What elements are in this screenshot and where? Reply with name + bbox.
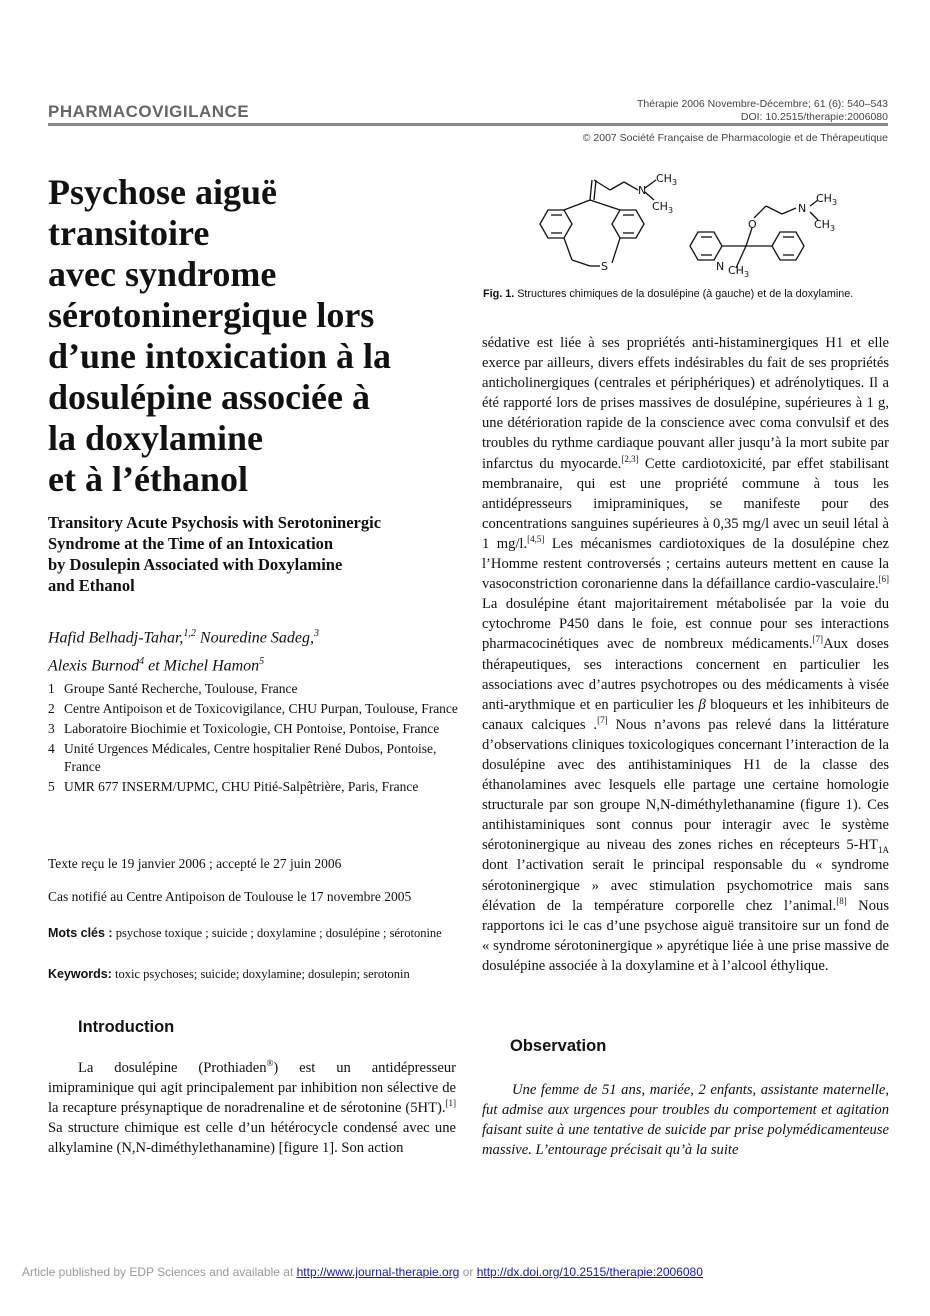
figure-label: Fig. 1. bbox=[483, 288, 515, 300]
header-rule bbox=[48, 123, 888, 126]
journal-meta bbox=[637, 98, 888, 124]
atom-n: N bbox=[798, 202, 807, 215]
notified-date: Cas notifié au Centre Antipoison de Toulouse le 17 novembre 2005 bbox=[48, 889, 412, 904]
receptor-subscript: 1A bbox=[878, 845, 889, 856]
beta-symbol: β bbox=[698, 696, 706, 713]
author-name: et Michel Hamon bbox=[144, 657, 260, 675]
affiliations bbox=[48, 680, 458, 798]
journal-link[interactable]: http://www.journal-therapie.org bbox=[296, 1265, 460, 1279]
observation-paragraph: Une femme de 51 ans, mariée, 2 enfants, assistante maternelle, fut admise aux urgences pour troubles du comportement et agitation faisant suite à une tentative de suicide par prise polymédicamenteuse massive. L’entourage précisait qu’à la suite bbox=[482, 1082, 889, 1159]
citation-ref: [6] bbox=[878, 574, 889, 585]
keywords-label: Keywords: bbox=[48, 967, 112, 981]
author-name: Nouredine Sadeg, bbox=[195, 629, 314, 647]
copyright: © 2007 Société Française de Pharmacologie et de Thérapeutique bbox=[582, 132, 888, 144]
mots-cles-text: psychose toxique ; suicide ; doxylamine ; dosulépine ; sérotonine bbox=[112, 926, 442, 940]
atom-s: S bbox=[601, 260, 608, 273]
citation-ref: [7] bbox=[597, 714, 608, 725]
citation-ref: [8] bbox=[836, 895, 847, 906]
author-affil: 5 bbox=[259, 656, 265, 668]
mots-cles-label: Mots clés : bbox=[48, 926, 113, 940]
atom-n: N bbox=[638, 184, 647, 197]
keywords bbox=[48, 966, 458, 982]
citation-ref: [4,5] bbox=[527, 534, 545, 545]
author-affil: 1,2 bbox=[183, 628, 196, 639]
title-line: transitoire bbox=[48, 213, 210, 253]
title-line: avec syndrome bbox=[48, 254, 277, 294]
affiliation-item: 5 UMR 677 INSERM/UPMC, CHU Pitié-Salpêtrière, Paris, France bbox=[48, 779, 419, 794]
affiliation-item: 1 Groupe Santé Recherche, Toulouse, France bbox=[48, 681, 298, 696]
subtitle-line: Syndrome at the Time of an Intoxication bbox=[48, 534, 334, 553]
atom-n: N bbox=[716, 260, 725, 273]
citation-ref: [1] bbox=[445, 1098, 456, 1109]
affiliation-item: 4 Unité Urgences Médicales, Centre hospitalier René Dubos, Pontoise, France bbox=[48, 741, 437, 774]
footer-notice: Article published by EDP Sciences and available at http://www.journal-therapie.org or http://dx.doi.org/10.2515/therapie:2006080 bbox=[22, 1265, 703, 1279]
keywords-text: toxic psychoses; suicide; doxylamine; dosulepin; serotonin bbox=[111, 967, 410, 981]
article-subtitle bbox=[48, 512, 468, 596]
affiliation-item: 3 Laboratoire Biochimie et Toxicologie, CH Pontoise, Pontoise, France bbox=[48, 721, 440, 736]
atom-ch3: $CH_3$ bbox=[816, 192, 838, 207]
author-name: Hafid Belhadj-Tahar, bbox=[48, 629, 184, 647]
phenyl-ring bbox=[772, 232, 804, 260]
affiliation-item: 2 Centre Antipoison et de Toxicovigilance, CHU Purpan, Toulouse, France bbox=[48, 701, 458, 716]
article-title bbox=[48, 172, 468, 500]
doi-line: DOI: 10.2515/therapie:2006080 bbox=[740, 111, 888, 123]
body-paragraph: sédative est liée à ses propriétés anti-histaminergiques H1 et elle exerce par ailleurs, divers effets indésirables du fait de ses propriétés anticholinergiques (centrales et périphériques) et adrénolytiques. Il a été rapporté lors de prises massives de dosulépine, supérieures à 1 g, une détérioration rapide de la conscience avec coma convulsif et des troubles du rythme cardiaque pouvant aller jusqu’à la mort subite par infarctus du myocarde.[2,3] Cette cardiotoxicité, par effet stabilisant membranaire, qui est une propriété commune à tous les antidépresseurs imipraminiques, se manifeste pour des concentrations sanguines supérieures à 0,35 mg/l avec un seuil létal à 1 mg/l.[4,5] Les mécanismes cardiotoxiques de la dosulépine chez l’Homme restent controversés ; certains auteurs mettent en cause la vasoconstriction coronarienne dans la défaillance cardio-vasculaire.[6] La dosulépine étant majoritairement métabolisée par la voie du cytochrome P450 dans le foie, est connue pour ses interactions pharmacocinétiques avec de nombreux médicaments.[7]Aux doses thérapeutiques, ses interactions concernent en particulier les associations avec d’autres psychotropes ou des médicaments à visée anti-arythmique et en particulier les β bloqueurs et les inhibiteurs de canaux calciques .[7] Nous n’avons pas relevé dans la littérature d’observations cliniques toxicologiques concernant l’interaction de la dosulépine avec des antihistaminiques H1 de la classe des éthanolamines avec lesquels elle partage une certaine homologie structurale par son groupe N,N-diméthylethanamine (figure 1). Ces antihistaminiques sont connus pour interagir avec le système sérotoninergique au niveau des zones riches en récepteurs $5-HT_{1A}$ dont l’activation serait le principal responsable du « syndrome sérotoninergique » avec stimulation psychomotrice mais sans élévation de la température corporelle chez l’animal.[8] Nous rapportons ici le cas d’une psychose aiguë transitoire sur un fond de « syndrome sérotoninergique » apyrétique liée à une prise massive de dosulépine associée à la doxylamine et à l’alcool éthylique. bbox=[482, 335, 889, 974]
figure-caption: Fig. 1. Structures chimiques de la dosulépine (à gauche) et de la doxylamine. bbox=[483, 288, 854, 300]
authors bbox=[48, 622, 468, 679]
pyridine-ring bbox=[690, 232, 722, 260]
intro-heading: Introduction bbox=[78, 1018, 175, 1036]
title-line: d’une intoxication à la bbox=[48, 336, 392, 376]
atom-ch3: $CH_3$ bbox=[656, 172, 678, 187]
benzene-ring-right bbox=[612, 210, 644, 238]
observation-heading: Observation bbox=[510, 1037, 607, 1055]
title-line: dosulépine associée à bbox=[48, 377, 371, 417]
author-affil: 4 bbox=[139, 656, 145, 668]
section-label: PHARMACOVIGILANCE bbox=[48, 102, 250, 121]
subtitle-line: by Dosulepin Associated with Doxylamine bbox=[48, 555, 343, 574]
atom-ch3: $CH_3$ bbox=[652, 200, 674, 215]
journal-citation: Thérapie 2006 Novembre-Décembre; 61 (6): 540–543 bbox=[637, 98, 888, 110]
intro-paragraph: La dosulépine (Prothiaden®) est un antidépresseur imipraminique qui agit principalement par inhibition non sélective de la recapture présynaptique de noradrenaline et de sérotonine (5HT).[1] Sa structure chimique est celle d’un hétérocycle condensé avec une alkylamine (N,N-diméthylethanamine) [figure 1]. Son action bbox=[48, 1058, 456, 1157]
atom-o: O bbox=[748, 218, 757, 231]
title-line: la doxylamine bbox=[48, 418, 264, 458]
title-line: Psychose aiguë bbox=[48, 172, 277, 212]
author-affil: 3 bbox=[313, 628, 319, 639]
subtitle-line: Transitory Acute Psychosis with Serotoninergic bbox=[48, 513, 382, 532]
atom-ch3: $CH_3$ bbox=[814, 218, 836, 233]
benzene-ring-left bbox=[540, 210, 572, 238]
registered-mark: ® bbox=[266, 1058, 274, 1069]
title-line: sérotoninergique lors bbox=[48, 295, 375, 335]
citation-ref: [7] bbox=[812, 634, 824, 645]
subtitle-line: and Ethanol bbox=[48, 576, 135, 595]
chemical-structures-figure bbox=[520, 166, 840, 284]
mots-cles bbox=[48, 925, 458, 941]
doi-link[interactable]: http://dx.doi.org/10.2515/therapie:2006080 bbox=[476, 1265, 703, 1279]
atom-ch3: $CH_3$ bbox=[728, 264, 750, 279]
received-date: Texte reçu le 19 janvier 2006 ; accepté le 27 juin 2006 bbox=[48, 856, 342, 871]
author-name: Alexis Burnod bbox=[48, 657, 140, 675]
title-line: et à l’éthanol bbox=[48, 459, 248, 499]
citation-ref: [2,3] bbox=[621, 453, 639, 464]
